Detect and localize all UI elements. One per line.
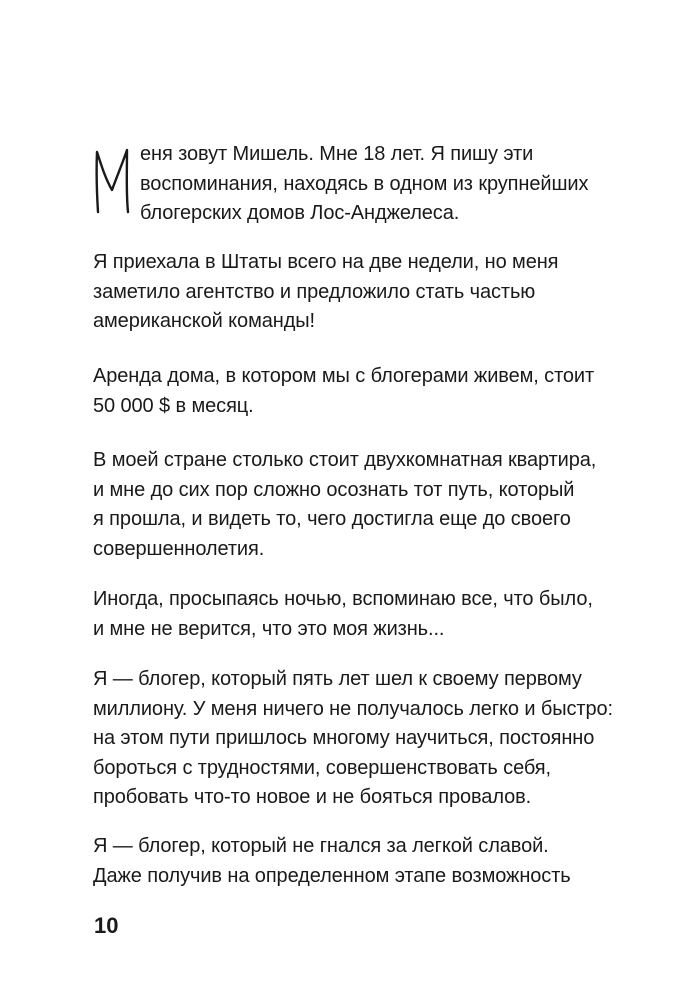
text-line: пробовать что-то новое и не бояться провалов. xyxy=(93,786,532,809)
paragraph-4 xyxy=(93,446,613,564)
paragraph-2 xyxy=(93,248,613,337)
text-line: Я приехала в Штаты всего на две недели, но меня xyxy=(93,251,559,273)
text-line: Иногда, просыпаясь ночью, вспоминаю все, что было, xyxy=(93,588,593,610)
paragraph-5 xyxy=(93,585,613,644)
paragraph-3 xyxy=(93,362,613,421)
text-line: воспоминания, находясь в одном из крупнейших xyxy=(140,172,589,195)
text-line: В моей стране столько стоит двухкомнатная квартира, xyxy=(93,449,597,471)
text-line: и мне до сих пор сложно осознать тот путь, который xyxy=(93,478,575,501)
text-line: миллиону. У меня ничего не получалось легко и быстро: xyxy=(93,697,613,720)
text-line: 50 000 $ в месяц. xyxy=(93,394,254,417)
text-line: на этом пути пришлось многому научиться, постоянно xyxy=(93,727,595,750)
text-line: бороться с трудностями, совершенствовать себя, xyxy=(93,756,551,779)
text-line: блогерских домов Лос-Анджелеса. xyxy=(140,202,460,225)
text-line: Аренда дома, в котором мы с блогерами живем, стоит xyxy=(93,365,595,387)
dropcap-letter-m xyxy=(93,146,131,216)
text-line: Я — блогер, который не гнался за легкой славой. xyxy=(93,835,549,857)
text-line: и мне не верится, что это моя жизнь... xyxy=(93,617,445,640)
paragraph-1 xyxy=(140,140,588,229)
text-line: заметило агентство и предложило стать частью xyxy=(93,280,536,303)
text-line: Я — блогер, который пять лет шел к своему первому xyxy=(93,668,582,690)
text-line: я прошла, и видеть то, чего достигла еще до своего xyxy=(93,508,571,531)
text-line: совершеннолетия. xyxy=(93,537,265,560)
text-line: американской команды! xyxy=(93,310,315,333)
text-line: еня зовут Мишель. Мне 18 лет. Я пишу эти xyxy=(140,143,534,165)
text-line: Даже получив на определенном этапе возможность xyxy=(93,864,571,887)
paragraph-6 xyxy=(93,665,613,813)
paragraph-7 xyxy=(93,832,613,891)
page-number: 10 xyxy=(94,913,119,938)
